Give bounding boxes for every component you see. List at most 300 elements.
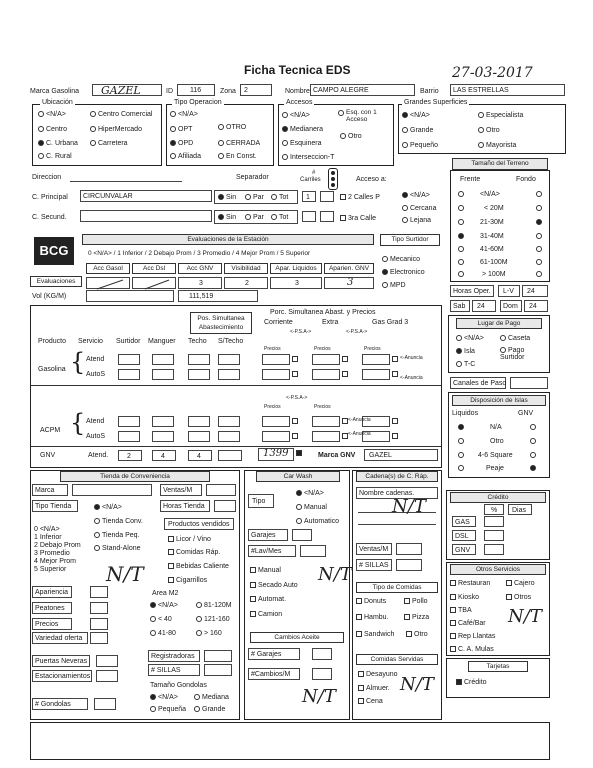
sep-s-sin[interactable]: Sin [218, 214, 236, 221]
vol-field-1[interactable] [86, 290, 174, 302]
frente-20[interactable] [458, 205, 466, 212]
carriles-secund-2[interactable] [320, 211, 334, 222]
separador-principal [214, 190, 298, 204]
barrio-field[interactable]: LAS ESTRELLAS [450, 84, 565, 96]
anuncia-label: <-Anuncia [348, 431, 371, 437]
gondolas-field[interactable] [94, 698, 116, 710]
area-na[interactable]: <N/A> [150, 602, 178, 609]
product-entry-box[interactable] [218, 354, 240, 365]
c-principal-field[interactable]: CIRCUNVALAR [80, 190, 212, 202]
precios-acpm: Precios [264, 404, 281, 410]
anuncia-checkbox[interactable] [292, 433, 300, 440]
eval-visibilidad[interactable]: 2 [224, 277, 268, 289]
carriles-principal-2[interactable] [320, 191, 334, 202]
islas-gnv-peaje[interactable] [530, 465, 538, 472]
terreno-frente-label: Frente [460, 176, 481, 183]
id-field[interactable]: 116 [177, 84, 215, 96]
conv-tipo-peq[interactable]: Tienda Peq. [94, 532, 140, 539]
islas-title: Disposición de Islas [452, 395, 546, 406]
registradoras-label: Registradoras [148, 650, 200, 662]
product-entry-box[interactable] [188, 416, 210, 427]
extra-label: Extra [322, 319, 339, 326]
cambios-na-handwritten: N/T [302, 686, 336, 707]
credito-gas-pct[interactable] [484, 516, 504, 527]
sep-s-par[interactable]: Par [245, 214, 264, 221]
sep-p-sin[interactable]: Sin [218, 194, 236, 201]
gs-na[interactable]: <N/A> [402, 112, 430, 119]
divider-acpm-gnv [30, 446, 442, 447]
os-tba[interactable]: TBA [450, 607, 472, 614]
servidas-na-handwritten: N/T [400, 674, 434, 695]
ubicacion-carretera[interactable]: Carretera [90, 140, 128, 147]
apariencia-field[interactable] [90, 586, 108, 598]
price-entry-box[interactable] [312, 416, 340, 427]
zona-field[interactable]: 2 [240, 84, 272, 96]
islas-gnv-na[interactable] [530, 424, 538, 431]
gs-especialista[interactable]: Especialista [478, 112, 523, 119]
cambios-garajes-field[interactable] [312, 648, 332, 660]
fondo-100[interactable] [536, 271, 544, 278]
traffic-light-icon [328, 168, 338, 190]
conveniencia-title: Tienda de Conveniencia [60, 471, 210, 482]
price-entry-box[interactable] [312, 354, 340, 365]
estacionamientos-label: Estacionamientos [32, 670, 92, 682]
lv-label: L-V [498, 285, 520, 297]
cs-cena[interactable]: Cena [358, 698, 383, 705]
tipo-op-na[interactable]: <N/A> [170, 111, 198, 118]
ubicacion-na[interactable]: <N/A> [38, 111, 66, 118]
gondola-pequena[interactable]: Pequeña [150, 706, 186, 713]
price-entry-box[interactable] [262, 369, 290, 380]
marca-gasolina-label: Marca Gasolina [30, 88, 80, 95]
conv-horas-label: Horas Tienda [160, 500, 210, 512]
price-entry-box[interactable] [362, 354, 390, 365]
lv-field[interactable]: 24 [522, 285, 548, 297]
product-entry-box[interactable] [118, 354, 140, 365]
os-na-handwritten: N/T [508, 606, 542, 627]
pago-caseta[interactable]: Caseta [500, 335, 530, 342]
c-secund-field[interactable] [80, 210, 212, 222]
col-servicio: Servicio [78, 338, 103, 345]
credito-dsl-pct[interactable] [484, 530, 504, 541]
variedad-field[interactable] [90, 632, 108, 644]
precios-acpm-2: Precios [314, 404, 331, 410]
accesos-na[interactable]: <N/A> [282, 112, 310, 119]
acceso-lejana[interactable]: Lejana [402, 217, 431, 224]
anuncia-checkbox[interactable] [392, 371, 400, 378]
peatones-field[interactable] [90, 602, 108, 614]
gs-grande[interactable]: Grande [402, 127, 433, 134]
psa-1: <-P.S.A-> [290, 329, 312, 335]
fondo-21-30[interactable] [536, 219, 544, 226]
anuncia-checkbox[interactable] [292, 418, 300, 425]
fondo-31-40[interactable] [536, 233, 544, 240]
carriles-secund[interactable] [302, 211, 316, 222]
peatones-label: Peatones [32, 602, 72, 614]
credito-gnv-pct[interactable] [484, 544, 504, 555]
vol-label: Vol (KG/M) [32, 293, 67, 300]
product-entry-box[interactable] [152, 369, 174, 380]
anuncia-checkbox[interactable] [292, 371, 300, 378]
tipo-op-opd[interactable]: OPD [170, 140, 193, 147]
terreno-option-21-30: 21-30M [480, 219, 504, 226]
pago-tc[interactable]: T-C [456, 361, 475, 368]
gnv-anuncia-check[interactable] [296, 450, 304, 457]
tipo-operacion-label: Tipo Operacion [174, 99, 222, 106]
comidas-title: Cadena(s) de C. Ráp. [356, 471, 438, 482]
price-entry-box[interactable] [312, 431, 340, 442]
area-121-160[interactable]: 121-160 [196, 616, 230, 623]
islas-gnv-square[interactable] [530, 452, 538, 459]
col-producto: Producto [38, 338, 67, 345]
tipo-surtidor-label: Tipo Surtidor [380, 234, 440, 246]
col-acc-dsl: Acc Dsl [132, 263, 176, 274]
gnv-precio[interactable]: 1399 [258, 448, 294, 461]
carriles-principal[interactable]: 1 [302, 191, 316, 202]
cs-desayuno[interactable]: Desayuno [358, 671, 398, 678]
anuncia-checkbox[interactable] [392, 418, 400, 425]
nombre-cadenas-label: Nombre cadenas. [356, 487, 438, 499]
cw-automatico[interactable]: Automatico [296, 518, 339, 525]
terreno-option-100: > 100M [482, 271, 506, 278]
cw-check-secado[interactable]: Secado Auto [250, 582, 298, 589]
cw-na-handwritten: N/T [318, 564, 352, 585]
pv-bebidas[interactable]: Bebidas Caliente [168, 563, 229, 570]
tipo-op-afiliada[interactable]: Afiliada [170, 153, 201, 160]
eval-acc-gnv[interactable]: 3 [178, 277, 222, 289]
canales-paso-field[interactable] [510, 377, 548, 389]
pago-na[interactable]: <N/A> [456, 335, 484, 342]
islas-option-peaje: Peaje [486, 465, 504, 472]
sab-field[interactable]: 24 [472, 300, 496, 312]
precios-2: Precios [314, 346, 331, 352]
tc-hambu[interactable]: Hambu. [356, 614, 389, 621]
fondo-20[interactable] [536, 205, 544, 212]
tarjetas-title: Tarjetas [468, 661, 528, 672]
puertas-field[interactable] [96, 655, 118, 667]
acceso-cercana[interactable]: Cercana [402, 205, 436, 212]
cambios-mes-field[interactable] [312, 668, 332, 680]
islas-option-square: 4-6 Square [478, 452, 513, 459]
c-secund-label: C. Secund. [32, 214, 67, 221]
frente-41-60[interactable] [458, 246, 466, 253]
col-techo: Techo [188, 338, 207, 345]
product-entry-box[interactable] [188, 369, 210, 380]
tc-otro[interactable]: Otro [406, 631, 428, 638]
os-cafe-bar[interactable]: Café/Bar [450, 620, 486, 627]
cs-almuerzo[interactable]: Almuer. [358, 685, 390, 692]
pago-surtidor[interactable]: Pago Surtidor [500, 347, 525, 362]
product-entry-box[interactable] [152, 354, 174, 365]
col-manguer: Manguer [148, 338, 176, 345]
notes-area[interactable] [30, 722, 550, 760]
ubicacion-c-rural[interactable]: C. Rural [38, 153, 72, 160]
gondola-grande[interactable]: Grande [194, 706, 225, 713]
col-stecho: S/Techo [218, 338, 244, 345]
anuncia-checkbox[interactable] [292, 356, 300, 363]
accesos-label: Accesos [286, 99, 313, 106]
cw-garajes-field[interactable] [292, 529, 312, 541]
cw-check-automat[interactable]: Automat. [250, 596, 286, 603]
precios-3: Precios [364, 346, 381, 352]
os-cajero[interactable]: Cajero [506, 580, 535, 587]
os-ca-mulas[interactable]: C. A. Mulas [450, 646, 494, 653]
credito-gnv-label: GNV [452, 544, 476, 555]
precios-conv-field[interactable] [90, 618, 108, 630]
frente-21-30[interactable] [458, 219, 466, 226]
anuncia-label: <-Anuncia [348, 417, 371, 423]
credito-pct-label: % [484, 504, 504, 515]
surtidor-mecanico[interactable]: Mecanico [382, 256, 420, 263]
ubicacion-centro[interactable]: Centro [38, 126, 67, 133]
pago-isla[interactable]: Isla [456, 348, 475, 355]
anuncia-checkbox[interactable] [392, 433, 400, 440]
product-entry-box[interactable] [118, 416, 140, 427]
col-surtidor: Surtidor [116, 338, 141, 345]
tipo-op-opt[interactable]: OPT [170, 126, 192, 133]
cw-garajes-label: Garajes [248, 529, 288, 541]
conv-horas-field[interactable] [214, 500, 236, 512]
fondo-41-60[interactable] [536, 246, 544, 253]
conv-ventas-field[interactable] [206, 484, 236, 496]
accesos-otro[interactable]: Otro [340, 133, 362, 140]
tc-donuts[interactable]: Donuts [356, 598, 386, 605]
nombre-field[interactable]: CAMPO ALEGRE [310, 84, 415, 96]
carriles-hash: # [312, 170, 316, 176]
dom-field[interactable]: 24 [524, 300, 548, 312]
accesos-esq-1-acceso[interactable]: Esq. con 1 Acceso [338, 110, 386, 123]
cw-check-camion[interactable]: Camion [250, 611, 282, 618]
surtidor-mpd[interactable]: MPD [382, 282, 406, 289]
terreno-option-41-60: 41-60M [480, 246, 504, 253]
col-apar-liquidos: Apar. Liquidos [270, 263, 322, 274]
gs-pequeno[interactable]: Pequeño [402, 142, 438, 149]
cw-check-manual[interactable]: Manual [250, 567, 281, 574]
divider-gasolina-acpm [30, 385, 442, 386]
dos-calles-check[interactable]: 2 Calles P [340, 194, 380, 201]
eval-acc-gasol[interactable] [86, 277, 130, 289]
comidas-ventas-field[interactable] [396, 543, 422, 555]
price-entry-box[interactable] [312, 369, 340, 380]
separador-secund [214, 210, 298, 224]
gnv-surtidor[interactable]: 2 [118, 450, 142, 461]
estacionamientos-field[interactable] [96, 670, 118, 682]
col-visibilidad: Visibilidad [224, 263, 268, 274]
comidas-na-handwritten: N/T [392, 496, 426, 517]
islas-liquidos-label: Liquidos [452, 410, 479, 417]
product-entry-box[interactable] [218, 369, 240, 380]
gnv-label: GNV [40, 452, 56, 459]
tarjetas-credito[interactable]: Crédito [456, 679, 487, 686]
pv-comidas[interactable]: Comidas Ráp. [168, 549, 220, 556]
horas-oper-label: Horas Oper. [450, 285, 494, 297]
canales-paso-label: Canales de Paso [450, 377, 506, 389]
ubicacion-centro-comercial[interactable]: Centro Comercial [90, 111, 152, 118]
sep-p-par[interactable]: Par [245, 194, 264, 201]
product-entry-box[interactable] [218, 416, 240, 427]
conv-tipo-na[interactable]: <N/A> [94, 504, 122, 511]
fondo-61-100[interactable] [536, 259, 544, 266]
pos-simultanea-label: Pos. Simultanea Abastecimiento [190, 312, 252, 334]
tercera-calle-check[interactable]: 3ra Calle [340, 215, 376, 222]
eval-aparien-gnv[interactable]: 3 [324, 277, 374, 289]
sep-s-tot[interactable]: Tot [271, 214, 288, 221]
c-principal-label: C. Principal [32, 194, 68, 201]
gnv-manguer[interactable]: 4 [152, 450, 176, 461]
acpm-label: ACPM [40, 427, 61, 434]
gs-mayorista[interactable]: Mayorista [478, 142, 516, 149]
gasolina-autos-label: AutoS [86, 371, 106, 378]
product-entry-box[interactable] [152, 431, 174, 442]
acceso-a-label: Acceso a: [356, 176, 387, 183]
os-rep-llantas[interactable]: Rep Llantas [450, 633, 495, 640]
terreno-option-31-40: 31-40M [480, 233, 504, 240]
direccion-field[interactable] [70, 181, 182, 182]
os-otros[interactable]: Otros [506, 594, 531, 601]
terreno-option-na: <N/A> [480, 191, 500, 198]
gnv-techo[interactable]: 4 [188, 450, 212, 461]
accesos-interseccion-t[interactable]: Interseccion-T [282, 154, 334, 161]
tipo-comidas-title: Tipo de Comidas [356, 582, 438, 593]
tc-pollo[interactable]: Pollo [404, 598, 428, 605]
price-entry-box[interactable] [262, 354, 290, 365]
gasolina-atend-label: Atend [86, 356, 105, 363]
gs-otro[interactable]: Otro [478, 127, 500, 134]
porc-title: Porc. Simultanea Abast. y Precios [270, 309, 376, 316]
product-entry-box[interactable] [118, 431, 140, 442]
col-acc-gnv: Acc GNV [178, 263, 222, 274]
comidas-sillas-label: # SILLAS [356, 559, 392, 571]
comidas-ventas-label: Ventas/M [356, 543, 392, 555]
gondola-na[interactable]: <N/A> [150, 694, 178, 701]
ubicacion-hipermercado[interactable]: HiperMercado [90, 126, 142, 133]
sillas-conv-field[interactable] [204, 664, 232, 676]
lugar-pago-title: Lugar de Pago [456, 318, 542, 329]
conv-na-handwritten: N/T [106, 562, 144, 586]
acpm-autos-label: AutoS [86, 433, 106, 440]
conv-ventas-label: Ventas/M [160, 484, 202, 496]
gondola-mediana[interactable]: Mediana [194, 694, 229, 701]
product-entry-box[interactable] [152, 416, 174, 427]
anuncia-checkbox[interactable] [342, 371, 350, 378]
gas-grad-label: Gas Grad 3 [372, 319, 409, 326]
terreno-option-61-100: 61-100M [480, 259, 508, 266]
eval-apar-liquidos[interactable]: 3 [270, 277, 322, 289]
islas-gnv-otro[interactable] [530, 438, 538, 445]
sep-p-tot[interactable]: Tot [271, 194, 288, 201]
area-41-80[interactable]: 41-80 [150, 630, 176, 637]
islas-liq-otro[interactable] [458, 438, 466, 445]
cw-manual[interactable]: Manual [296, 504, 327, 511]
frente-100[interactable] [458, 271, 466, 278]
tipo-op-otro[interactable]: OTRO [218, 124, 246, 131]
gnv-stecho[interactable] [218, 450, 242, 461]
marca-gnv-label: Marca GNV [318, 452, 356, 459]
pv-licor[interactable]: Licor / Vino [168, 536, 211, 543]
islas-liq-na[interactable] [458, 424, 466, 431]
area-81-120[interactable]: 81-120M [196, 602, 232, 609]
gasolina-label: Gasolina [38, 366, 66, 373]
bcg-logo: BCG [34, 237, 74, 265]
islas-liq-peaje[interactable] [458, 465, 466, 472]
registradoras-field[interactable] [204, 650, 232, 662]
variedad-label: Variedad oferta [32, 632, 88, 644]
anuncia-checkbox[interactable] [342, 356, 350, 363]
cw-na[interactable]: <N/A> [296, 490, 324, 497]
terreno-option-20: < 20M [484, 205, 504, 212]
credito-dias-label: Dias [508, 504, 532, 515]
fondo-na[interactable] [536, 191, 544, 198]
cambios-mes-label: #Cambios/M [248, 668, 300, 680]
comidas-servidas-title: Comidas Servidas [356, 654, 438, 665]
evaluaciones-scale: 0 <N/A> / 1 Inferior / 2 Debajo Prom / 3 Promedio / 4 Mejor Prom / 5 Superior [88, 250, 311, 257]
otros-servicios-title: Otros Servicios [450, 564, 546, 575]
marca-gnv-field[interactable]: GAZEL [364, 449, 438, 461]
eval-acc-dsl[interactable] [132, 277, 176, 289]
price-entry-box[interactable] [262, 416, 290, 427]
area-m2-label: Area M2 [152, 590, 179, 597]
os-restauran[interactable]: Restauran [450, 580, 490, 587]
conv-tipo-conv[interactable]: Tienda Conv. [94, 518, 143, 525]
product-entry-box[interactable] [118, 369, 140, 380]
islas-liq-square[interactable] [458, 452, 466, 459]
conv-tipo-stand[interactable]: Stand-Alone [94, 545, 141, 552]
vol-field[interactable]: 111,519 [178, 290, 258, 302]
tc-pizza[interactable]: Pizza [404, 614, 429, 621]
surtidor-electronico[interactable]: Electronico [382, 269, 425, 276]
frente-61-100[interactable] [458, 259, 466, 266]
area-40[interactable]: < 40 [150, 616, 172, 623]
product-entry-box[interactable] [218, 431, 240, 442]
cw-lav-mes-field[interactable] [300, 545, 326, 557]
grandes-superficies-label: Grandes Superficies [404, 99, 468, 106]
ubicacion-c-urbana[interactable]: C. Urbana [38, 140, 78, 147]
nombre-label: Nombre [285, 88, 310, 95]
dom-label: Dom [500, 300, 522, 312]
nombre-cadenas-line-2[interactable] [358, 524, 436, 525]
os-kiosko[interactable]: Kiosko [450, 594, 479, 601]
tipo-op-cerrada[interactable]: CERRADA [218, 140, 260, 147]
area-160[interactable]: > 160 [196, 630, 222, 637]
accesos-medianera[interactable]: Medianera [282, 126, 323, 133]
accesos-esquinera[interactable]: Esquinera [282, 140, 322, 147]
separador-label: Separador [236, 174, 269, 181]
acceso-na[interactable]: <N/A> [402, 192, 430, 199]
tc-sandwich[interactable]: Sandwich [356, 631, 394, 638]
frente-31-40[interactable] [458, 233, 466, 240]
handwritten-date: 27-03-2017 [452, 65, 533, 81]
comidas-sillas-field[interactable] [396, 559, 422, 571]
price-entry-box[interactable] [262, 431, 290, 442]
conv-marca-field[interactable] [72, 484, 152, 496]
frente-na[interactable] [458, 191, 466, 198]
col-aparien-gnv: Aparien. GNV [324, 263, 374, 274]
product-entry-box[interactable] [188, 431, 210, 442]
conv-scale-2: 2 Debajo Prom [34, 542, 81, 549]
psa-2: <-P.S.A-> [346, 329, 368, 335]
precios-conv-label: Precios [32, 618, 72, 630]
pv-cigarrillos[interactable]: Cigarrillos [168, 577, 207, 584]
sab-label: Sab [450, 300, 470, 312]
tipo-op-en-const[interactable]: En Const. [218, 153, 257, 160]
anuncia-checkbox[interactable] [392, 356, 400, 363]
price-entry-box[interactable] [362, 369, 390, 380]
product-entry-box[interactable] [188, 354, 210, 365]
acpm-atend-label: Atend [86, 418, 105, 425]
direccion-label: Direccion [32, 174, 62, 181]
marca-gasolina-field[interactable]: GAZEL [92, 84, 162, 96]
credito-title: Crédito [450, 492, 546, 503]
